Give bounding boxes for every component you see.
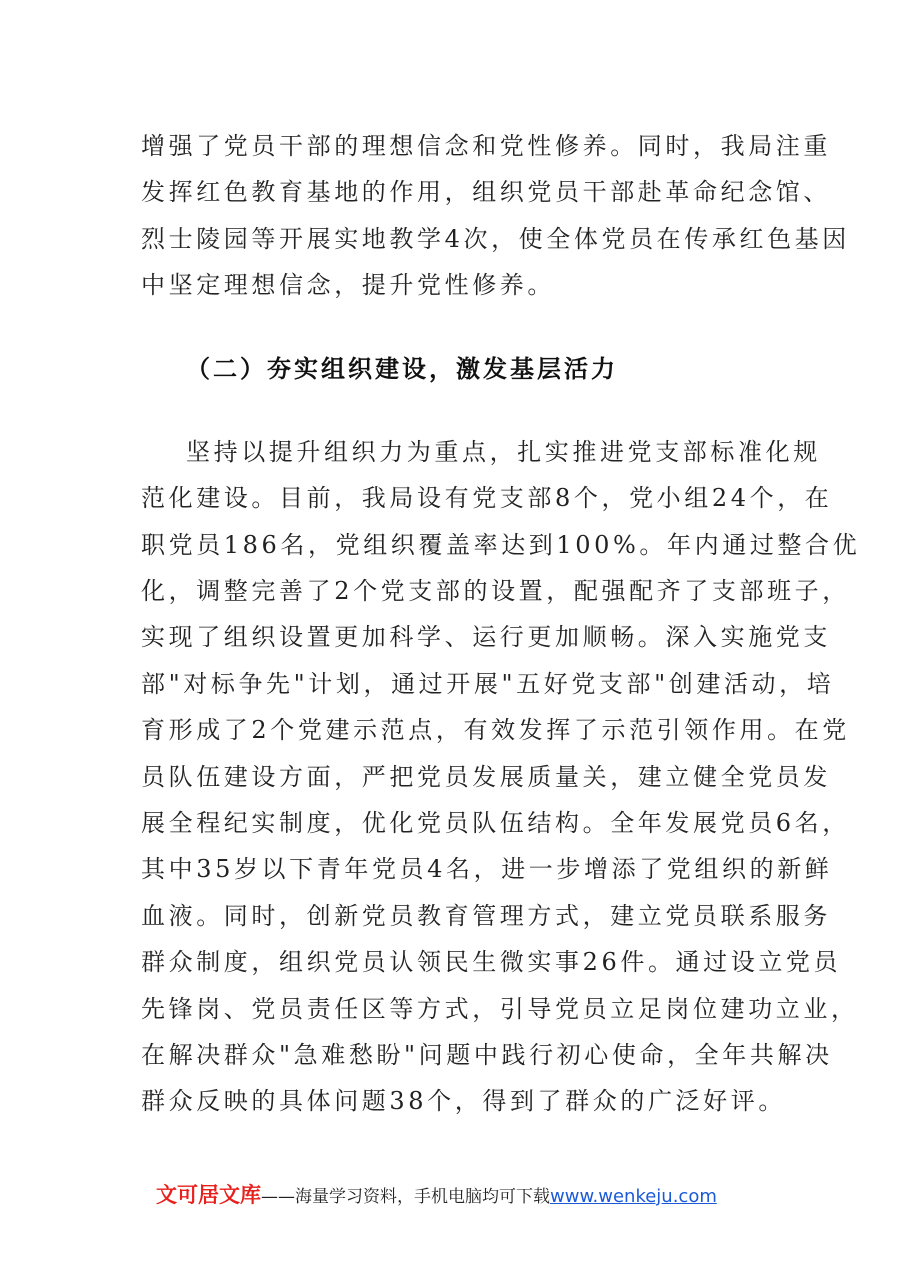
paragraph-line: 群众制度，组织党员认领民生微实事26件。通过设立党员: [141, 948, 842, 976]
paragraph-line: 血液。同时，创新党员教育管理方式，建立党员联系服务: [141, 902, 831, 930]
brand-name: 文可居文库: [156, 1183, 261, 1207]
paragraph-line: 部"对标争先"计划，通过开展"五好党支部"创建活动，培: [141, 670, 835, 698]
paragraph-line: 展全程纪实制度，优化党员队伍结构。全年发展党员6名，: [141, 809, 850, 837]
website-link[interactable]: www.wenkeju.com: [550, 1186, 717, 1207]
paragraph-line: 增强了党员干部的理想信念和党性修养。同时，我局注重: [141, 132, 831, 160]
paragraph-line: 实现了组织设置更加科学、运行更加顺畅。深入实施党支: [141, 623, 831, 651]
paragraph-line: 先锋岗、党员责任区等方式，引导党员立足岗位建功立业，: [141, 995, 859, 1023]
footer-tagline: ——海量学习资料，手机电脑均可下载: [261, 1187, 550, 1207]
paragraph-line: 员队伍建设方面，严把党员发展质量关，建立健全党员发: [141, 763, 831, 791]
footer-watermark: [156, 1181, 717, 1211]
paragraph-line: 育形成了2个党建示范点，有效发挥了示范引领作用。在党: [141, 716, 850, 744]
paragraph-line: 职党员186名，党组织覆盖率达到100%。年内通过整合优: [141, 531, 861, 559]
paragraph-line: 坚持以提升组织力为重点，扎实推进党支部标准化规: [186, 438, 821, 466]
paragraph-line: 范化建设。目前，我局设有党支部8个，党小组24个，在: [141, 484, 833, 512]
paragraph-line: 其中35岁以下青年党员4名，进一步增添了党组织的新鲜: [141, 855, 833, 883]
paragraph-line: 发挥红色教育基地的作用，组织党员干部赴革命纪念馆、: [141, 178, 831, 206]
paragraph-line: 烈士陵园等开展实地教学4次，使全体党员在传承红色基因: [141, 225, 850, 253]
section-heading: （二）夯实组织建设，激发基层活力: [186, 354, 618, 383]
paragraph-line: 在解决群众"急难愁盼"问题中践行初心使命，全年共解决: [141, 1041, 833, 1069]
paragraph-line: 化，调整完善了2个党支部的设置，配强配齐了支部班子，: [141, 577, 850, 605]
paragraph-line: 中坚定理想信念，提升党性修养。: [141, 271, 555, 299]
paragraph-line: 群众反映的具体问题38个，得到了群众的广泛好评。: [141, 1087, 786, 1115]
